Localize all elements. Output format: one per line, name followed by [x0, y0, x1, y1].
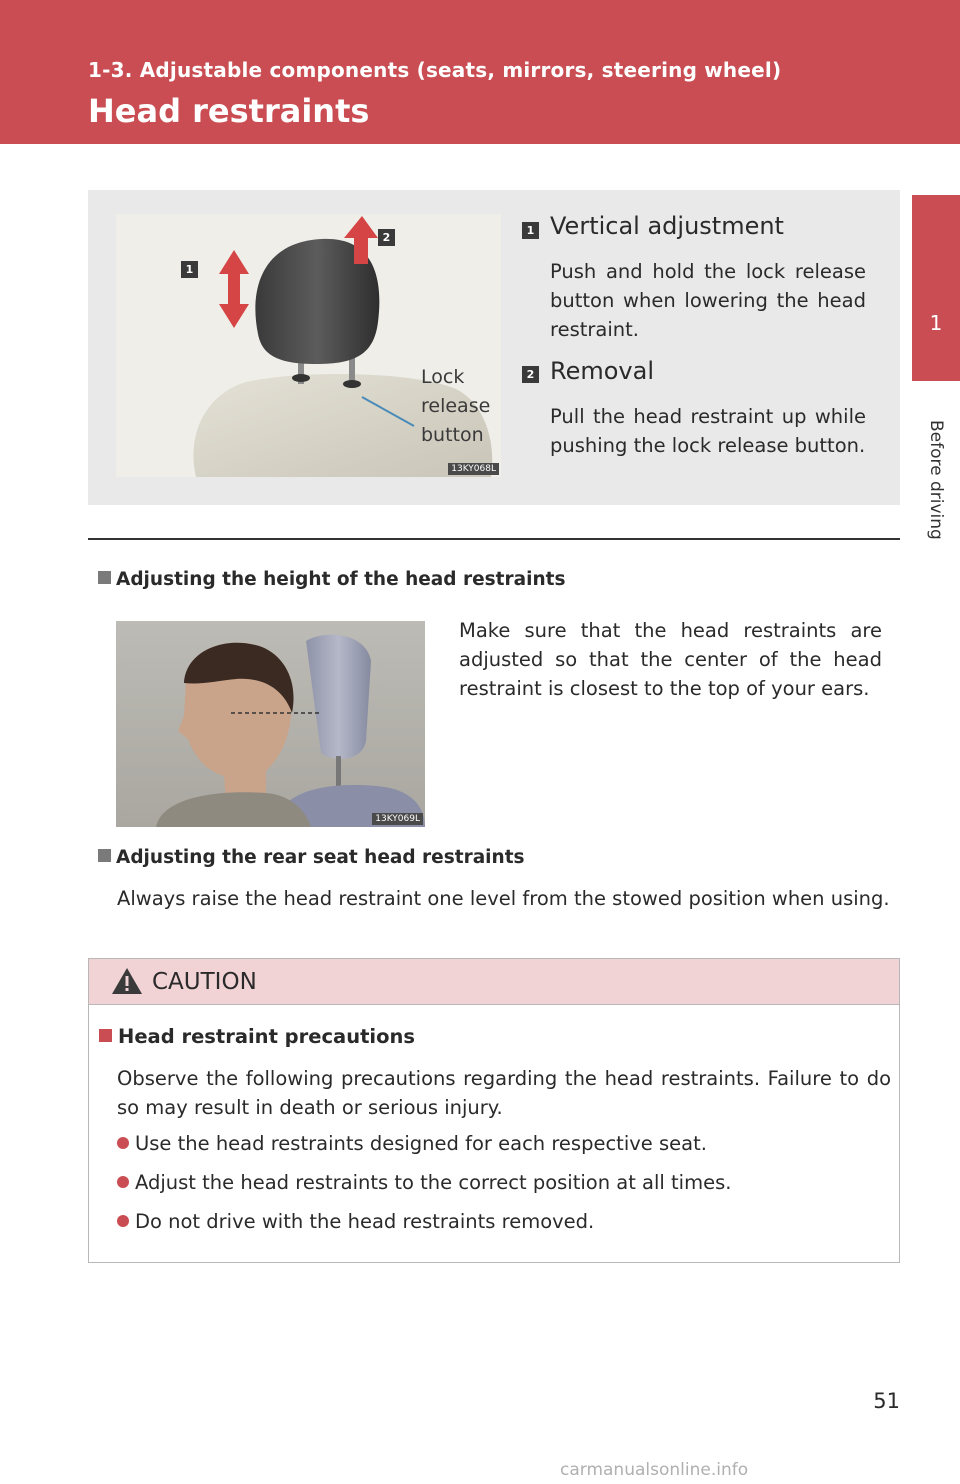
image-code: 13KY068L — [448, 463, 499, 475]
lock-release-callout: Lock release button — [421, 366, 491, 446]
caution-bullet: Do not drive with the head restraints removed. — [117, 1207, 594, 1236]
chapter-side-tab — [912, 195, 960, 381]
caution-bullet: Adjust the head restraints to the correct position at all times. — [117, 1168, 731, 1197]
caution-box — [88, 958, 900, 1263]
warning-triangle-icon — [111, 967, 143, 995]
caution-heading: Head restraint precautions — [99, 1025, 415, 1048]
watermark: carmanualsonline.info — [560, 1460, 749, 1480]
item-marker-2: 2 — [522, 366, 539, 383]
square-bullet-icon — [98, 849, 111, 862]
rear-section-text: Always raise the head restraint one level from the stowed position when using. — [117, 887, 890, 910]
page-number: 51 — [873, 1389, 900, 1413]
caution-header — [89, 959, 899, 1005]
square-bullet-icon — [99, 1029, 112, 1042]
figure-marker-1: 1 — [181, 261, 198, 278]
height-section-text: Make sure that the head restraints are adjusted so that the center of the head restraint is closest to the top of your ears. — [459, 619, 882, 700]
vertical-adjustment-text: Push and hold the lock release button when lowering the head restraint. — [550, 260, 866, 341]
height-section-heading: Adjusting the height of the head restraints — [98, 569, 565, 590]
rear-section-heading: Adjusting the rear seat head restraints — [98, 847, 525, 868]
caution-intro: Observe the following precautions regarding the head restraints. Failure to do so may result in death or serious injury. — [117, 1067, 891, 1119]
chapter-title: 1-3. Adjustable components (seats, mirrors, steering wheel) — [88, 58, 782, 82]
item-marker-1: 1 — [522, 222, 539, 239]
caution-title: CAUTION — [152, 969, 257, 995]
chapter-side-label: Before driving — [926, 420, 946, 540]
bullet-dot-icon — [117, 1137, 129, 1149]
removal-text: Pull the head restraint up while pushing the lock release button. — [550, 405, 866, 457]
caution-bullet: Use the head restraints designed for each respective seat. — [117, 1129, 707, 1158]
vertical-adjustment-heading: Vertical adjustment — [550, 212, 784, 240]
page-header — [0, 0, 960, 144]
page-title: Head restraints — [88, 92, 370, 130]
image-code: 13KY069L — [372, 813, 423, 825]
figure-marker-2: 2 — [378, 229, 395, 246]
chapter-number: 1 — [929, 311, 943, 335]
bullet-dot-icon — [117, 1215, 129, 1227]
square-bullet-icon — [98, 571, 111, 584]
removal-heading: Removal — [550, 357, 655, 385]
bullet-dot-icon — [117, 1176, 129, 1188]
head-position-photo — [116, 621, 425, 827]
section-divider — [88, 538, 900, 540]
